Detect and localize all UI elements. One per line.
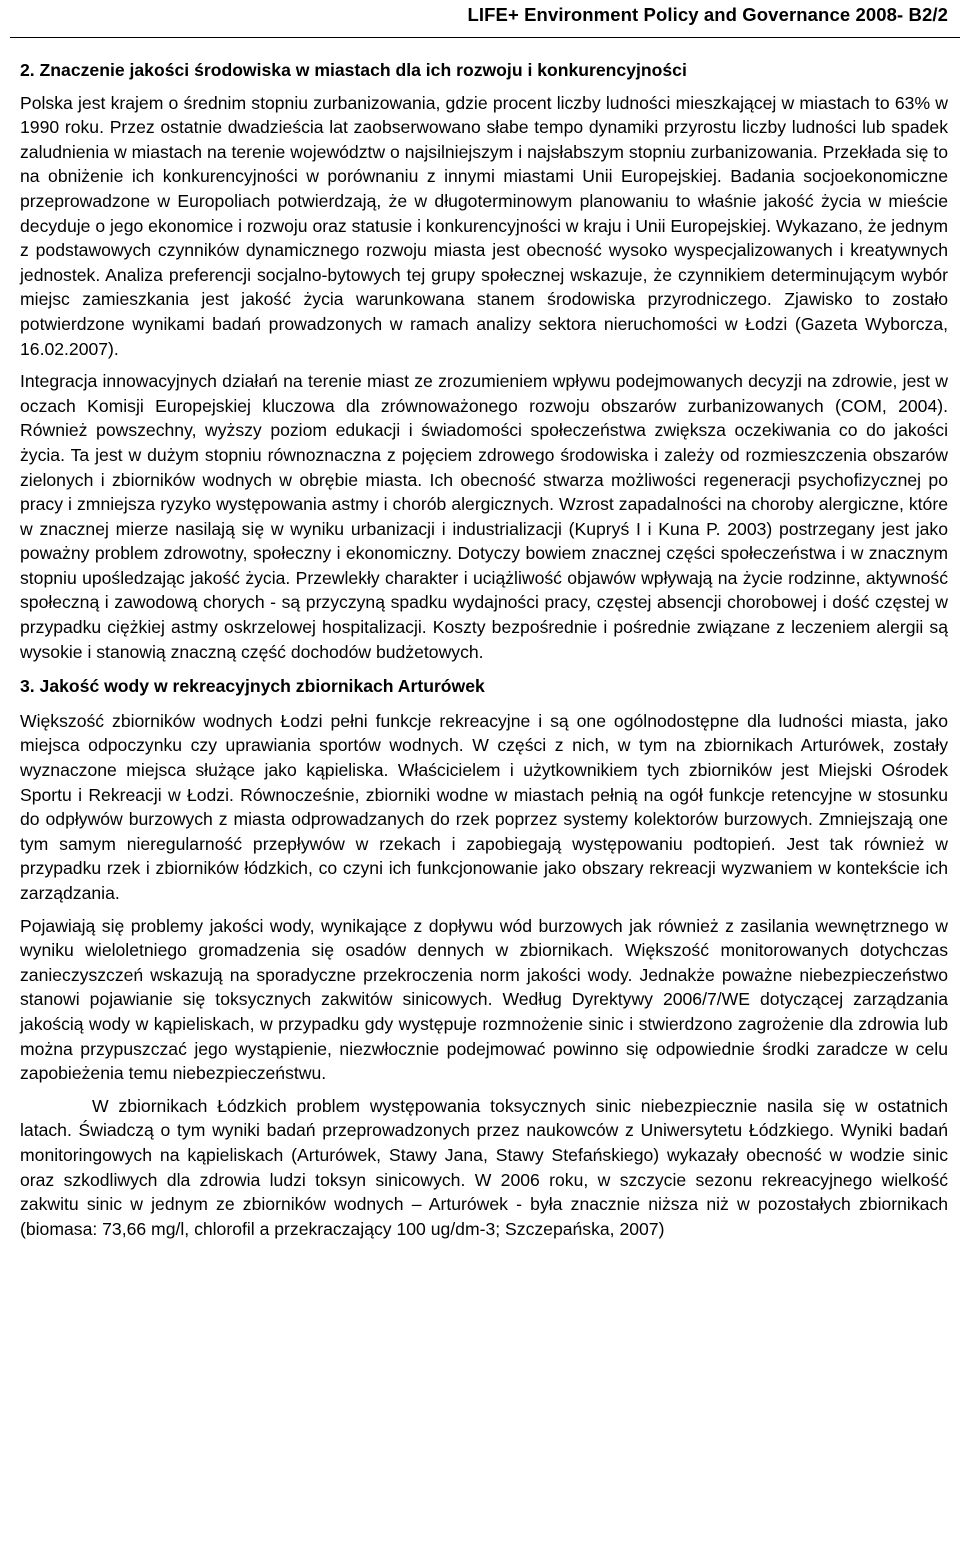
document-body — [20, 58, 948, 1251]
paragraph: Większość zbiorników wodnych Łodzi pełni funkcje rekreacyjne i są one ogólnodostępne dla ludności miasta, jako miejsca odpoczynku czy uprawiania sportów wodnych. W części z nich, w tym na zbiornikach Arturówek, zostały wyznaczone miejsca służące jako kąpieliska. Właścicielem i użytkownikiem tych zbiorników jest Miejski Ośrodek Sportu i Rekreacji w Łodzi. Równocześnie, zbiorniki wodne w miastach pełnią na ogół funkcje retencyjne w stosunku do odpływów burzowych z miasta odprowadzanych do rzek poprzez systemy kolektorów burzowych. Zmniejszają one tym samym nieregularność przepływów w rzekach i zapobiegają występowaniu podtopień. Jest tak również w przypadku rzek i zbiorników łódzkich, co czyni ich funkcjonowanie jako obszary rekreacji wyzwaniem w kontekście ich zarządzania. — [20, 710, 948, 903]
section-heading-2: 2. Znaczenie jakości środowiska w miastach dla ich rozwoju i konkurencyjności — [20, 60, 687, 80]
header-rule — [10, 37, 960, 38]
paragraph: Polska jest krajem o średnim stopniu zurbanizowania, gdzie procent liczby ludności mieszkającej w miastach to 63% w 1990 roku. Przez ostatnie dwadzieścia lat zaobserwowano słabe tempo dynamiki przyrostu liczby ludności lub spadek zaludnienia w miastach na terenie województw o najsilniejszym i najsłabszym stopniu zurbanizowania. Przekłada się to na obniżenie ich konkurencyjności w porównaniu z innymi miastami Unii Europejskiej. Badania socjoekonomiczne przeprowadzone w Europoliach potwierdzają, że w długoterminowym planowaniu to właśnie jakość życia w mieście decyduje o jego ekonomice i rozwoju oraz statusie i konkurencyjności w kraju i Unii Europejskiej. Wykazano, że jednym z podstawowych czynników dynamicznego rozwoju miasta jest obecność wysoko wyspecjalizowanych i kreatywnych jednostek. Analiza preferencji socjalno-bytowych tej grupy społecznej wskazuje, że czynnikiem determinującym wybór miejsc zamieszkania jest jakość życia warunkowana stanem środowiska przyrodniczego. Zjawisko to zostało potwierdzone wynikami badań prowadzonych w ramach analizy sektora nieruchomości w Łodzi (Gazeta Wyborcza, 16.02.2007). — [20, 92, 948, 359]
section-heading-3: 3. Jakość wody w rekreacyjnych zbiornikach Arturówek — [20, 676, 485, 697]
header-title: LIFE+ Environment Policy and Governance 2008- B2/2 — [467, 4, 948, 25]
page-header — [20, 0, 948, 32]
paragraph: Pojawiają się problemy jakości wody, wynikające z dopływu wód burzowych jak również z zasilania wewnętrznego w wyniku wieloletniego gromadzenia się osadów dennych w zbiornikach. Większość monitorowanych dotychczas zanieczyszczeń wskazują na sporadyczne przekroczenia norm jakości wody. Jednakże poważne niebezpieczeństwo stanowi pojawianie się toksycznych zakwitów sinicowych. Według Dyrektywy 2006/7/WE dotyczącej zarządzania jakością wody w kąpieliskach, w przypadku gdy występuje rozmnożenie sinic i stwierdzono zagrożenie dla zdrowia lub można przypuszczać jego wystąpienie, niezwłocznie podejmować powinno się odpowiednie środki zaradcze w celu zapobieżenia temu niebezpieczeństwu. — [20, 915, 948, 1084]
paragraph: W zbiornikach Łódzkich problem występowania toksycznych sinic niebezpiecznie nasila się w ostatnich latach. Świadczą o tym wyniki badań przeprowadzonych przez naukowców z Uniwersytetu Łódzkiego. Wyniki badań monitoringowych na kąpieliskach (Arturówek, Stawy Jana, Stawy Stefańskiego) wykazały obecność w wodzie sinic oraz szkodliwych dla zdrowia ludzi toksyn sinicowych. W 2006 roku, w szczycie sezonu rekreacyjnego wielkość zakwitu sinic w jednym ze zbiorników wodnych – Arturówek - była znacznie niższa niż w pozostałych zbiornikach (biomasa: 73,66 mg/l, chlorofil a przekraczający 100 ug/dm-3; Szczepańska, 2007) — [20, 1095, 948, 1239]
paragraph: Integracja innowacyjnych działań na terenie miast ze zrozumieniem wpływu podejmowanych decyzji na zdrowie, jest w oczach Komisji Europejskiej kluczowa dla zrównoważonego rozwoju obszarów zurbanizowanych (COM, 2004). Również powszechny, wyższy poziom edukacji i świadomości społeczeństwa zwiększa oczekiwania co do jakości życia. Ta jest w dużym stopniu równoznaczna z pojęciem zdrowego środowiska i zależy od rozmieszczenia obszarów zielonych i zbiorników wodnych w obrębie miasta. Ich obecność stwarza możliwości regeneracji psychofizycznej po pracy i zmniejsza ryzyko występowania astmy i chorób alergicznych. Wzrost zapadalności na choroby alergiczne, które w znacznej mierze nasilają się w wyniku urbanizacji i industrializacji (Kupryś I i Kuna P. 2003) postrzegany jest jako poważny problem zdrowotny, społeczny i ekonomiczny. Dotyczy bowiem znacznej części społeczeństwa i w znacznym stopniu upośledzając jakość życia. Przewlekły charakter i uciążliwość objawów wpływają na życie rodzinne, aktywność społeczną i zawodową chorych - są przyczyną spadku wydajności pracy, częstej absencji chorobowej i dość częstej w przypadku ciężkiej astmy oskrzelowej hospitalizacji. Koszty bezpośrednie i pośrednie związane z leczeniem alergii są wysokie i stanowią znaczną część dochodów budżetowych. — [20, 371, 948, 662]
